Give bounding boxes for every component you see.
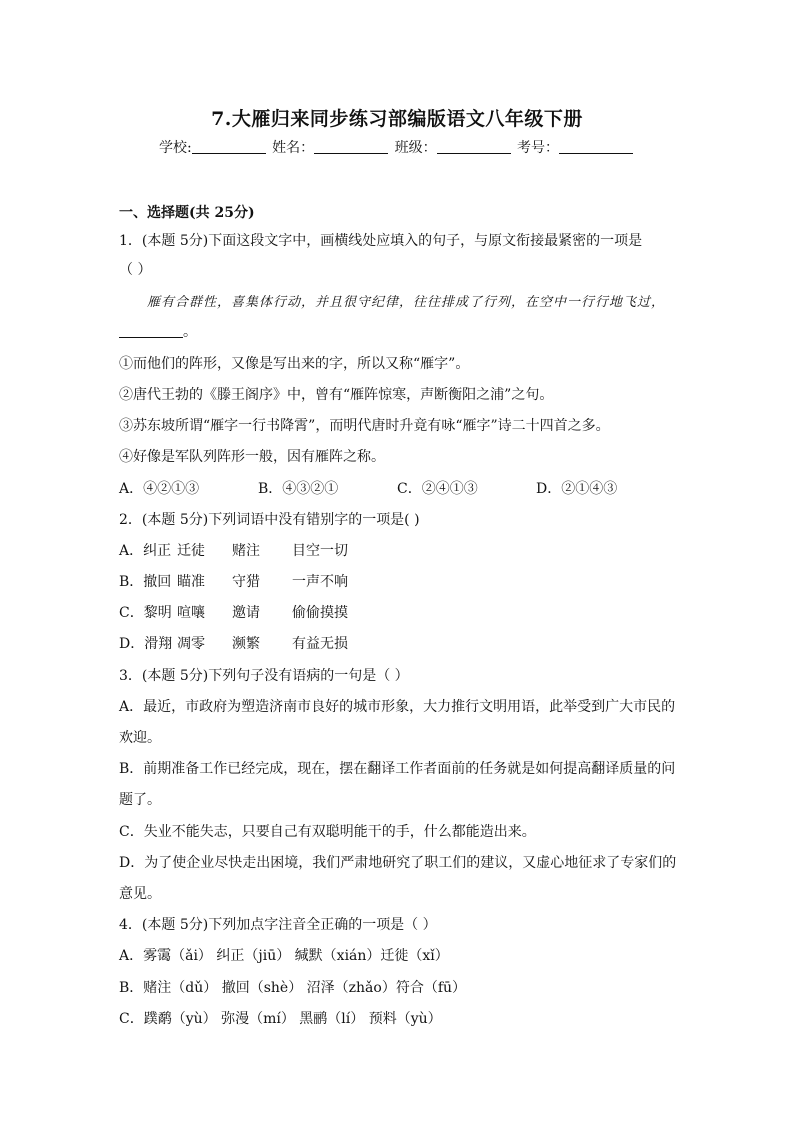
q2-a-word-4: 目空一切	[292, 543, 348, 559]
q4-option-b[interactable]: B．赌注（dǔ） 撤回（shè） 沼泽（zhǎo）符合（fū）	[119, 980, 467, 996]
page-title: 7.大雁归来同步练习部编版语文八年级下册	[211, 108, 583, 130]
q2-option-c[interactable]	[119, 602, 348, 622]
q1-option-b[interactable]: B．④③②①	[258, 481, 339, 497]
q4-stem: 4．(本题 5分)下列加点字注音全正确的一项是（ ）	[119, 917, 437, 933]
q1-item-1: ①而他们的阵形，又像是写出来的字，所以又称“雁字”。	[119, 356, 470, 372]
q2-c-word-3: 邀请	[232, 605, 260, 621]
q2-a-word-1: A．纠正	[119, 543, 172, 559]
q3-option-d-line-2[interactable]: 意见。	[119, 886, 161, 902]
q1-item-4: ④好像是军队列阵形一般，因有雁阵之称。	[119, 449, 385, 465]
q2-d-word-2: 凋零	[177, 636, 205, 652]
school-label: 学校:	[158, 140, 192, 156]
q1-quote-end: 。	[183, 324, 197, 340]
q2-a-word-3: 赌注	[232, 543, 260, 559]
q1-fill-blank	[119, 323, 183, 338]
q2-b-word-2: 瞄准	[177, 574, 205, 590]
q2-c-word-4: 偷偷摸摸	[292, 605, 348, 621]
q2-d-word-4: 有益无损	[292, 636, 348, 652]
q1-quote-blank-line	[119, 321, 197, 341]
q2-b-word-3: 守猎	[232, 574, 260, 590]
q2-b-word-4: 一声不响	[292, 574, 348, 590]
q3-option-b-line-1[interactable]: B．前期准备工作已经完成，现在，摆在翻译工作者面前的任务就是如何提高翻译质量的问	[119, 761, 676, 777]
q2-c-word-2: 喧嚷	[177, 605, 205, 621]
q1-item-2: ②唐代王勃的《滕王阁序》中，曾有“雁阵惊寒，声断衡阳之浦”之句。	[119, 387, 554, 403]
section-heading: 一、选择题(共 25分)	[119, 205, 255, 221]
exam-no-label: 考号：	[517, 140, 560, 156]
q4-option-c[interactable]: C．蹼鹬（yù） 弥漫（mí） 黑鹂（lí） 预料（yù）	[119, 1011, 442, 1027]
q2-d-word-3: 濒繁	[232, 636, 260, 652]
q1-answer-paren: （ ）	[119, 262, 152, 278]
q1-item-3: ③苏东坡所谓“雁字一行书降霄”，而明代唐时升竟有咏“雁字”诗二十四首之多。	[119, 418, 610, 434]
q1-option-d[interactable]: D．②①④③	[536, 481, 618, 497]
q2-c-word-1: C．黎明	[119, 605, 172, 621]
student-info-line	[0, 137, 794, 157]
q1-quote: 雁有合群性，喜集体行动，并且很守纪律，往往排成了行列，在空中一行行地飞过，	[147, 295, 666, 310]
q3-option-b-line-2[interactable]: 题了。	[119, 792, 161, 808]
q2-b-word-1: B．撤回	[119, 574, 172, 590]
q3-option-a-line-1[interactable]: A．最近，市政府为塑造济南市良好的城市形象，大力推行文明用语，此举受到广大市民的	[119, 699, 676, 715]
exam-no-blank[interactable]	[559, 139, 633, 154]
q3-option-a-line-2[interactable]: 欢迎。	[119, 730, 161, 746]
q3-stem: 3．(本题 5分)下列句子没有语病的一句是（ ）	[119, 668, 409, 684]
q2-stem: 2．(本题 5分)下列词语中没有错别字的一项是( )	[119, 512, 420, 528]
name-label: 姓名：	[272, 140, 315, 156]
q1-option-a[interactable]: A．④②①③	[119, 481, 200, 497]
q2-option-a[interactable]	[119, 540, 348, 560]
q3-option-d-line-1[interactable]: D．为了使企业尽快走出困境，我们严肃地研究了职工们的建议，又虚心地征求了专家们的	[119, 855, 677, 871]
q2-d-word-1: D．滑翔	[119, 636, 173, 652]
school-blank[interactable]	[192, 139, 266, 154]
q1-options	[119, 478, 617, 498]
q2-option-d[interactable]	[119, 633, 348, 653]
class-label: 班级：	[394, 140, 437, 156]
q3-option-c[interactable]: C．失业不能失志，只要自己有双聪明能干的手，什么都能造出来。	[119, 824, 536, 840]
q2-option-b[interactable]	[119, 571, 348, 591]
q1-stem: 1．(本题 5分)下面这段文字中，画横线处应填入的句子，与原文衔接最紧密的一项是	[119, 233, 643, 249]
name-blank[interactable]	[314, 139, 388, 154]
q4-option-a[interactable]: A．雾霭（ǎi） 纠正（jiū） 缄默（xián）迁徙（xǐ）	[119, 948, 449, 964]
q1-option-c[interactable]: C．②④①③	[397, 481, 478, 497]
class-blank[interactable]	[437, 139, 511, 154]
q2-a-word-2: 迁徒	[177, 543, 205, 559]
